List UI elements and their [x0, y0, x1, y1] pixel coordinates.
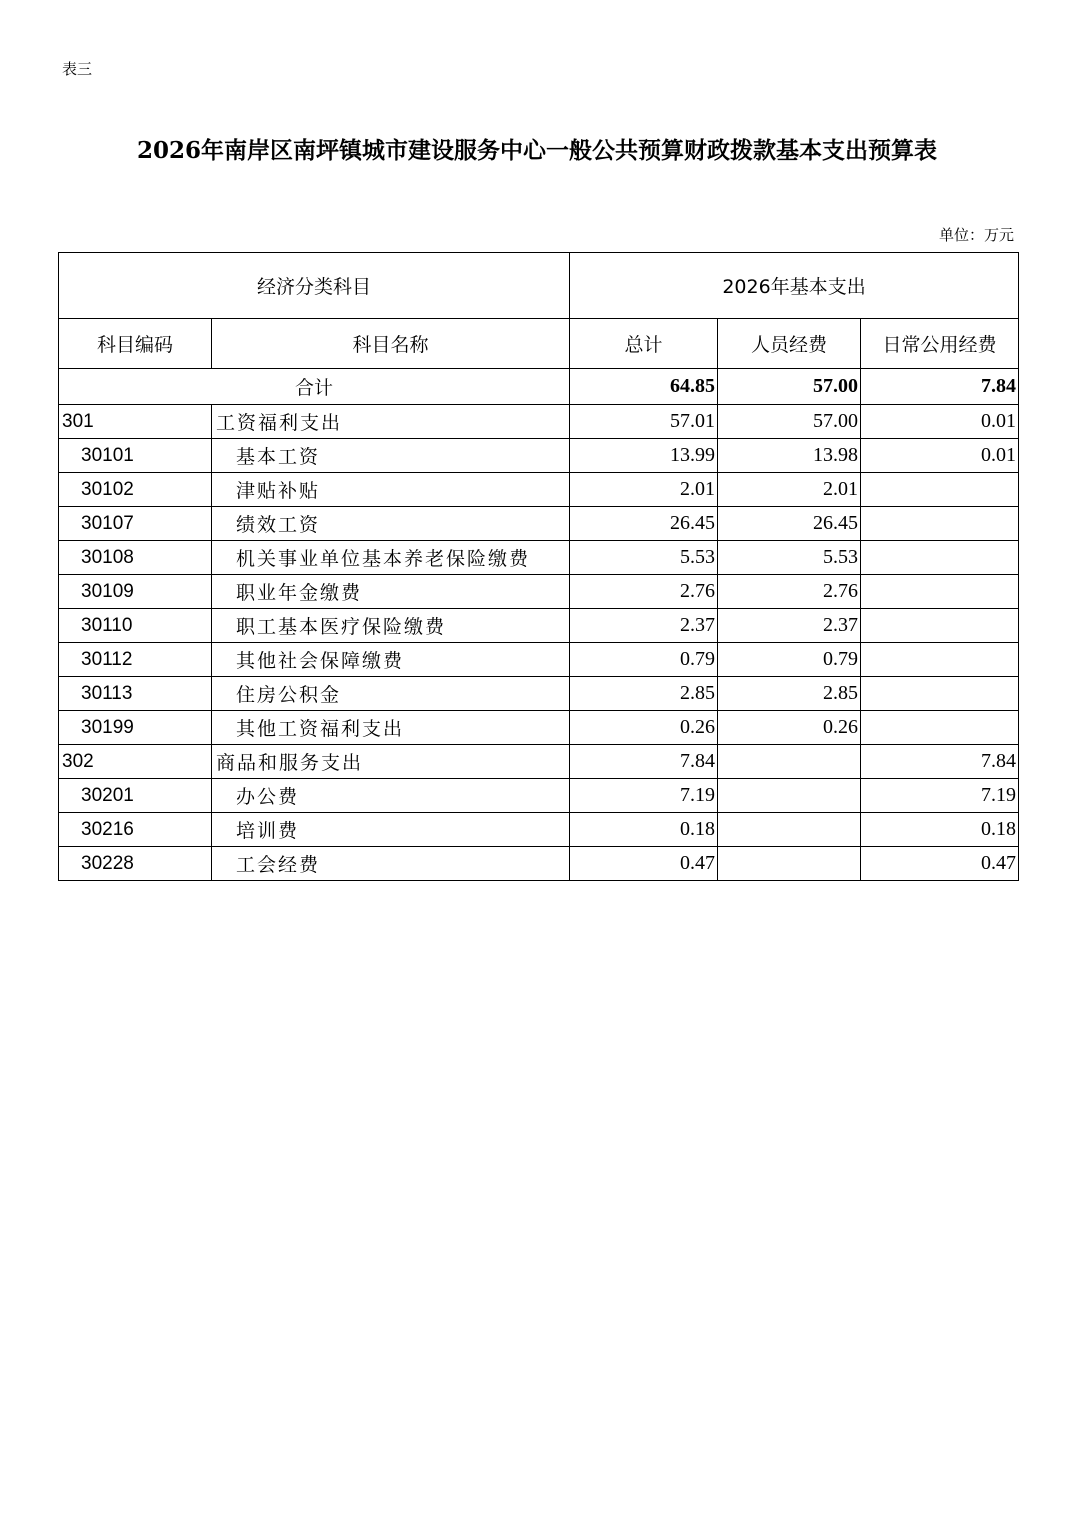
table-row: [59, 847, 1019, 881]
table-row: [59, 541, 1019, 575]
row-total: 5.53: [570, 541, 718, 575]
row-total: 0.26: [570, 711, 718, 745]
column-header-public: 日常公用经费: [861, 319, 1019, 369]
total-row: [59, 369, 1019, 405]
row-code: 30199: [59, 711, 212, 745]
row-personnel: [718, 813, 861, 847]
page-title: 2026年南岸区南坪镇城市建设服务中心一般公共预算财政拨款基本支出预算表: [136, 137, 937, 164]
total-personnel: 57.00: [718, 369, 861, 405]
row-personnel: 2.76: [718, 575, 861, 609]
row-public: [861, 711, 1019, 745]
column-header-code: 科目编码: [59, 319, 212, 369]
header-basic-expenditure: 2026年基本支出: [570, 253, 1019, 319]
row-total: 0.79: [570, 643, 718, 677]
column-header-total: 总计: [570, 319, 718, 369]
row-name: 工会经费: [212, 847, 570, 881]
row-code: 30102: [59, 473, 212, 507]
row-personnel: [718, 745, 861, 779]
table-body: [59, 369, 1019, 881]
row-code: 30101: [59, 439, 212, 473]
row-code: 301: [59, 405, 212, 439]
table-row: [59, 677, 1019, 711]
row-total: 13.99: [570, 439, 718, 473]
header-column-row: [59, 319, 1019, 369]
row-code: 30112: [59, 643, 212, 677]
row-name: 绩效工资: [212, 507, 570, 541]
row-name: 办公费: [212, 779, 570, 813]
row-code: 30110: [59, 609, 212, 643]
row-total: 2.85: [570, 677, 718, 711]
total-public: 7.84: [861, 369, 1019, 405]
row-total: 7.84: [570, 745, 718, 779]
row-personnel: 2.37: [718, 609, 861, 643]
row-public: [861, 609, 1019, 643]
row-name: 基本工资: [212, 439, 570, 473]
table-row: [59, 439, 1019, 473]
row-total: 26.45: [570, 507, 718, 541]
row-public: 0.18: [861, 813, 1019, 847]
table-row: [59, 779, 1019, 813]
row-total: 2.01: [570, 473, 718, 507]
column-header-name: 科目名称: [212, 319, 570, 369]
row-personnel: 5.53: [718, 541, 861, 575]
table-row: [59, 507, 1019, 541]
row-personnel: [718, 847, 861, 881]
row-public: 0.47: [861, 847, 1019, 881]
row-code: 30228: [59, 847, 212, 881]
row-code: 30201: [59, 779, 212, 813]
row-code: 30108: [59, 541, 212, 575]
table-label: 表三: [62, 60, 93, 78]
row-code: 302: [59, 745, 212, 779]
table-row: [59, 745, 1019, 779]
row-personnel: 57.00: [718, 405, 861, 439]
row-total: 2.76: [570, 575, 718, 609]
row-name: 培训费: [212, 813, 570, 847]
row-name: 机关事业单位基本养老保险缴费: [212, 541, 570, 575]
row-code: 30113: [59, 677, 212, 711]
table-row: [59, 575, 1019, 609]
row-personnel: 2.85: [718, 677, 861, 711]
row-personnel: 13.98: [718, 439, 861, 473]
row-name: 工资福利支出: [212, 405, 570, 439]
total-label: 合计: [59, 369, 570, 405]
row-code: 30107: [59, 507, 212, 541]
row-public: [861, 677, 1019, 711]
row-personnel: 0.79: [718, 643, 861, 677]
row-personnel: 2.01: [718, 473, 861, 507]
row-total: 57.01: [570, 405, 718, 439]
header-group-row: [59, 253, 1019, 319]
table-row: [59, 473, 1019, 507]
row-total: 7.19: [570, 779, 718, 813]
row-name: 津贴补贴: [212, 473, 570, 507]
row-name: 其他工资福利支出: [212, 711, 570, 745]
row-public: 7.84: [861, 745, 1019, 779]
row-personnel: 26.45: [718, 507, 861, 541]
row-code: 30216: [59, 813, 212, 847]
row-personnel: 0.26: [718, 711, 861, 745]
row-public: 7.19: [861, 779, 1019, 813]
row-name: 职工基本医疗保险缴费: [212, 609, 570, 643]
row-public: 0.01: [861, 405, 1019, 439]
row-public: [861, 643, 1019, 677]
row-total: 2.37: [570, 609, 718, 643]
row-name: 其他社会保障缴费: [212, 643, 570, 677]
row-public: [861, 541, 1019, 575]
total-sum: 64.85: [570, 369, 718, 405]
row-name: 住房公积金: [212, 677, 570, 711]
table-row: [59, 405, 1019, 439]
row-name: 商品和服务支出: [212, 745, 570, 779]
table-row: [59, 711, 1019, 745]
header-economic-classification: 经济分类科目: [59, 253, 570, 319]
row-personnel: [718, 779, 861, 813]
table-row: [59, 813, 1019, 847]
table-row: [59, 643, 1019, 677]
budget-table: [58, 252, 1019, 881]
row-public: [861, 575, 1019, 609]
row-name: 职业年金缴费: [212, 575, 570, 609]
unit-label: 单位：万元: [938, 226, 1014, 244]
row-total: 0.18: [570, 813, 718, 847]
row-public: [861, 473, 1019, 507]
table-row: [59, 609, 1019, 643]
row-public: [861, 507, 1019, 541]
column-header-personnel: 人员经费: [718, 319, 861, 369]
row-code: 30109: [59, 575, 212, 609]
row-total: 0.47: [570, 847, 718, 881]
row-public: 0.01: [861, 439, 1019, 473]
